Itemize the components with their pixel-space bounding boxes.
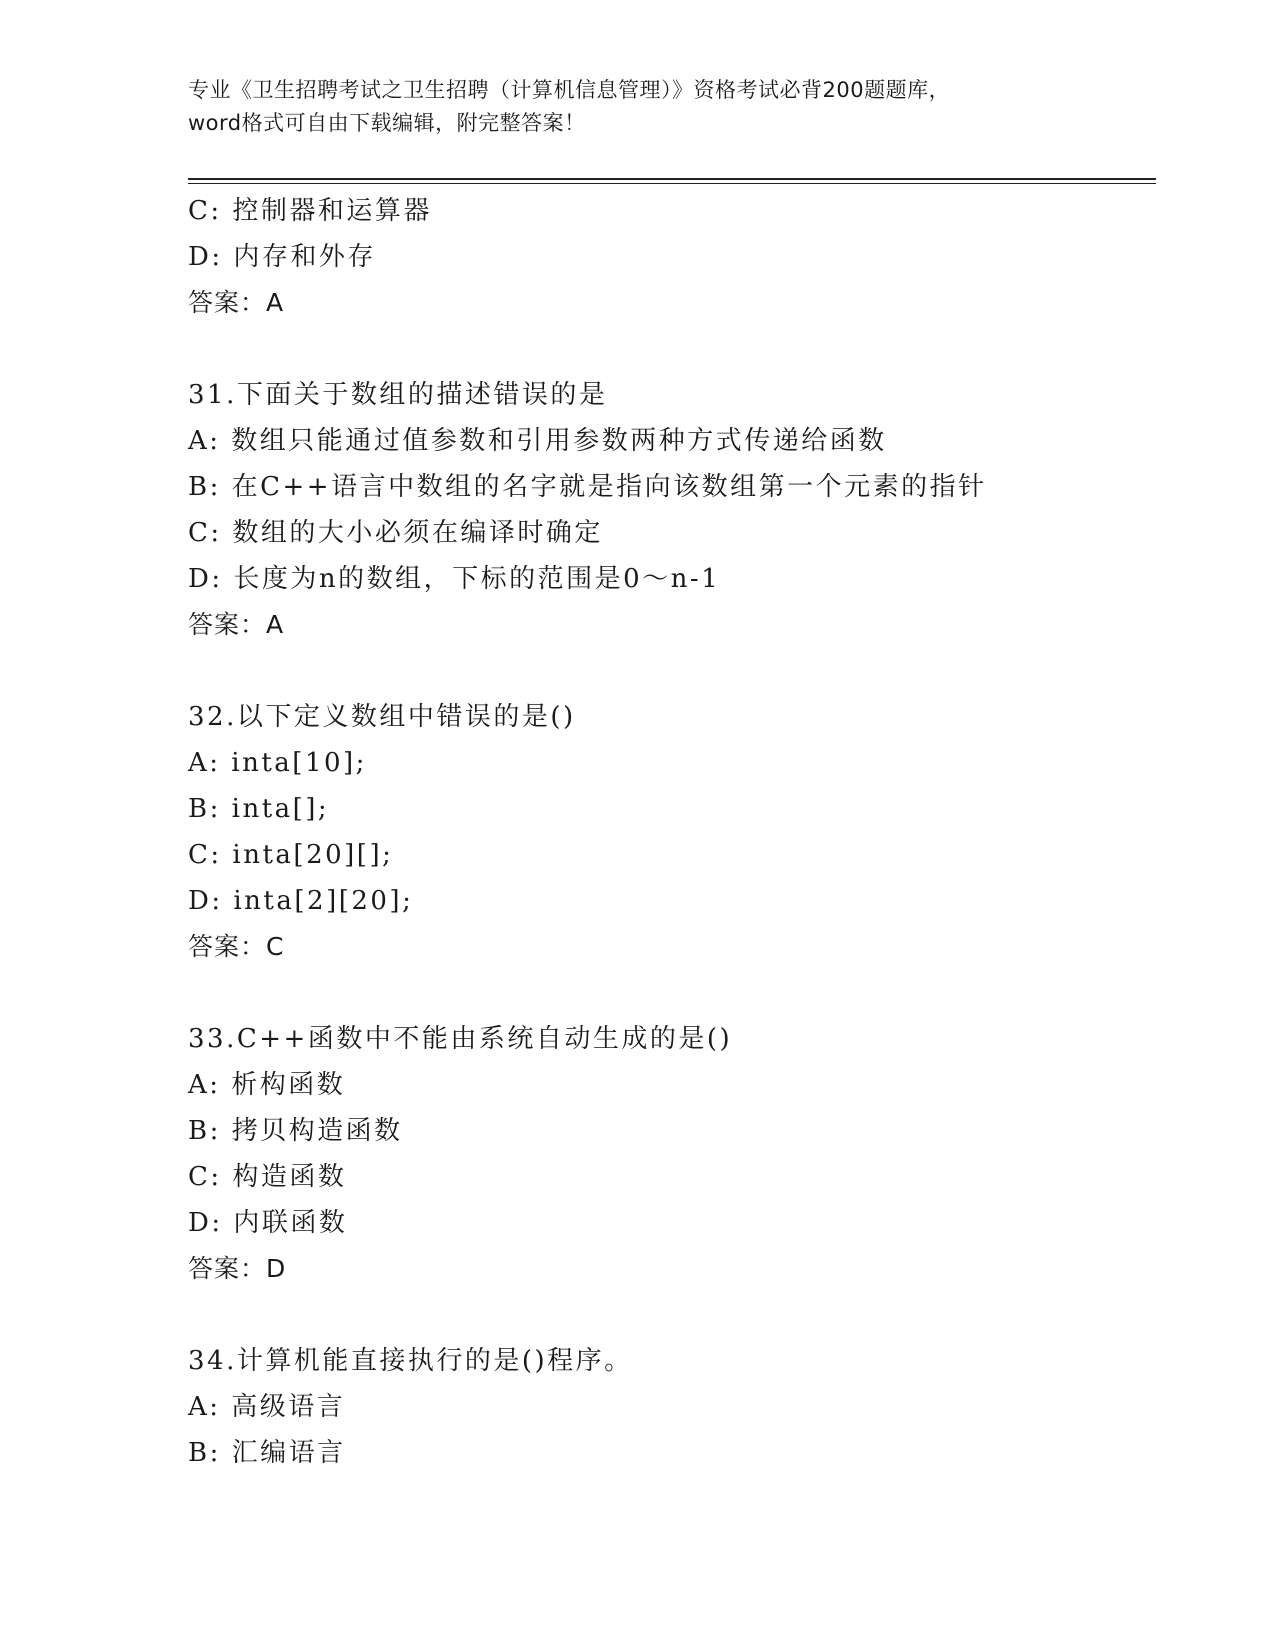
option-d: D: 长度为n的数组，下标的范围是0～n-1 [188, 564, 721, 594]
option-c: C: inta[20][]; [188, 840, 394, 870]
header-divider-thick [188, 178, 1156, 180]
option-a: A: 析构函数 [188, 1070, 346, 1100]
option-c: C: 控制器和运算器 [188, 196, 432, 226]
header-title-line-2: word格式可自由下载编辑，附完整答案！ [188, 111, 586, 135]
question-block-prev [188, 188, 1156, 326]
answer-label: 答案：C [188, 932, 285, 961]
option-a: A: 数组只能通过值参数和引用参数两种方式传递给函数 [188, 426, 887, 456]
spacer [188, 970, 1156, 1016]
question-stem: 31.下面关于数组的描述错误的是 [188, 380, 608, 410]
option-a: A: 高级语言 [188, 1392, 346, 1422]
answer-label: 答案：A [188, 288, 285, 317]
question-stem: 32.以下定义数组中错误的是() [188, 702, 576, 732]
question-block-34 [188, 1338, 1156, 1476]
spacer [188, 648, 1156, 694]
option-d: D: inta[2][20]; [188, 886, 414, 916]
option-b: B: 汇编语言 [188, 1438, 346, 1468]
option-c: C: 构造函数 [188, 1162, 347, 1192]
question-stem: 34.计算机能直接执行的是()程序。 [188, 1346, 633, 1376]
spacer [188, 1292, 1156, 1338]
answer-label: 答案：D [188, 1254, 287, 1283]
option-d: D: 内存和外存 [188, 242, 376, 272]
option-d: D: 内联函数 [188, 1208, 348, 1238]
question-block-32 [188, 694, 1156, 970]
header-title-line-1: 专业《卫生招聘考试之卫生招聘（计算机信息管理）》资格考试必背200题题库， [188, 78, 951, 102]
document-header [188, 74, 1088, 140]
question-block-31 [188, 372, 1156, 648]
option-c: C: 数组的大小必须在编译时确定 [188, 518, 603, 548]
question-block-33 [188, 1016, 1156, 1292]
question-list [188, 188, 1156, 1476]
option-a: A: inta[10]; [188, 748, 367, 778]
option-b: B: 拷贝构造函数 [188, 1116, 403, 1146]
answer-label: 答案：A [188, 610, 285, 639]
option-b: B: inta[]; [188, 794, 330, 824]
question-stem: 33.C++函数中不能由系统自动生成的是() [188, 1024, 733, 1054]
option-b: B: 在C++语言中数组的名字就是指向该数组第一个元素的指针 [188, 472, 987, 502]
header-divider-thin [188, 183, 1156, 184]
spacer [188, 326, 1156, 372]
